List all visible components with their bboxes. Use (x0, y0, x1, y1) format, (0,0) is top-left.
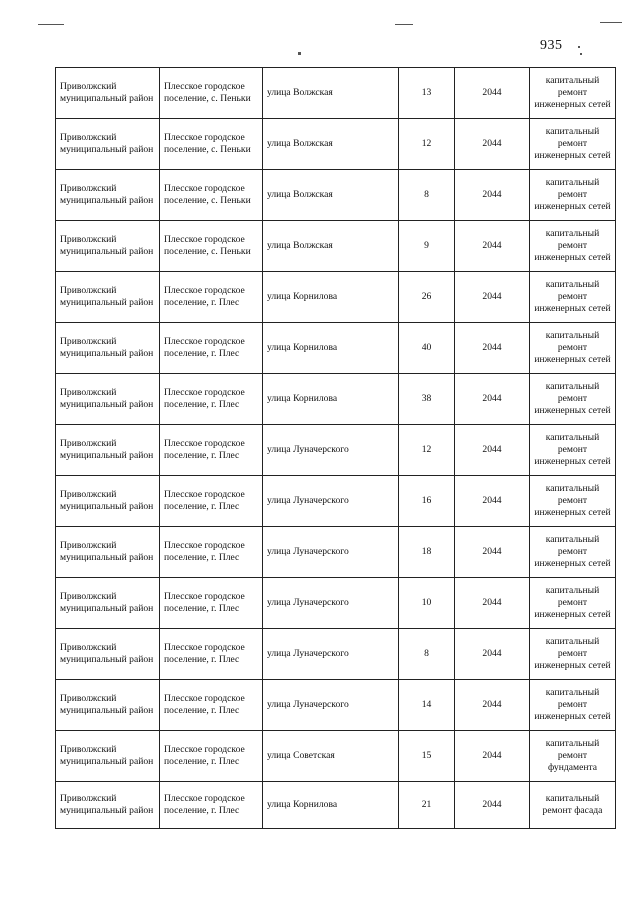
street-cell: улица Луначерского (263, 425, 399, 476)
housing-repair-table (55, 67, 616, 829)
work-type-cell: капитальный ремонт инженерных сетей (530, 221, 616, 272)
table-row (56, 476, 616, 527)
table-row (56, 119, 616, 170)
house-number-cell: 40 (399, 323, 455, 374)
work-type-cell: капитальный ремонт инженерных сетей (530, 119, 616, 170)
house-number-cell: 38 (399, 374, 455, 425)
settlement-cell: Плесское городское поселение, г. Плес (160, 425, 263, 476)
work-type-cell: капитальный ремонт инженерных сетей (530, 272, 616, 323)
table-row (56, 731, 616, 782)
year-cell: 2044 (455, 119, 530, 170)
settlement-cell: Плесское городское поселение, г. Плес (160, 323, 263, 374)
year-cell: 2044 (455, 629, 530, 680)
year-cell: 2044 (455, 374, 530, 425)
table-row (56, 425, 616, 476)
work-type-cell: капитальный ремонт фасада (530, 782, 616, 829)
street-cell: улица Корнилова (263, 272, 399, 323)
district-cell: Приволжский муниципальный район (56, 170, 160, 221)
street-cell: улица Корнилова (263, 782, 399, 829)
settlement-cell: Плесское городское поселение, г. Плес (160, 374, 263, 425)
house-number-cell: 14 (399, 680, 455, 731)
settlement-cell: Плесское городское поселение, г. Плес (160, 476, 263, 527)
work-type-cell: капитальный ремонт инженерных сетей (530, 629, 616, 680)
work-type-cell: капитальный ремонт фундамента (530, 731, 616, 782)
settlement-cell: Плесское городское поселение, г. Плес (160, 578, 263, 629)
year-cell: 2044 (455, 680, 530, 731)
house-number-cell: 21 (399, 782, 455, 829)
settlement-cell: Плесское городское поселение, с. Пеньки (160, 221, 263, 272)
district-cell: Приволжский муниципальный район (56, 425, 160, 476)
work-type-cell: капитальный ремонт инженерных сетей (530, 527, 616, 578)
table-row (56, 221, 616, 272)
table-row (56, 782, 616, 829)
street-cell: улица Советская (263, 731, 399, 782)
year-cell: 2044 (455, 425, 530, 476)
district-cell: Приволжский муниципальный район (56, 578, 160, 629)
table-row (56, 629, 616, 680)
street-cell: улица Луначерского (263, 629, 399, 680)
district-cell: Приволжский муниципальный район (56, 782, 160, 829)
table-row (56, 68, 616, 119)
district-cell: Приволжский муниципальный район (56, 221, 160, 272)
work-type-cell: капитальный ремонт инженерных сетей (530, 170, 616, 221)
street-cell: улица Луначерского (263, 578, 399, 629)
settlement-cell: Плесское городское поселение, г. Плес (160, 527, 263, 578)
scan-mark (395, 24, 413, 25)
street-cell: улица Корнилова (263, 323, 399, 374)
district-cell: Приволжский муниципальный район (56, 323, 160, 374)
scan-mark (580, 53, 582, 55)
house-number-cell: 12 (399, 425, 455, 476)
year-cell: 2044 (455, 323, 530, 374)
year-cell: 2044 (455, 731, 530, 782)
street-cell: улица Луначерского (263, 680, 399, 731)
year-cell: 2044 (455, 578, 530, 629)
district-cell: Приволжский муниципальный район (56, 476, 160, 527)
settlement-cell: Плесское городское поселение, г. Плес (160, 680, 263, 731)
table-row (56, 323, 616, 374)
house-number-cell: 16 (399, 476, 455, 527)
house-number-cell: 12 (399, 119, 455, 170)
street-cell: улица Волжская (263, 119, 399, 170)
street-cell: улица Волжская (263, 221, 399, 272)
work-type-cell: капитальный ремонт инженерных сетей (530, 425, 616, 476)
work-type-cell: капитальный ремонт инженерных сетей (530, 374, 616, 425)
scan-mark (298, 52, 301, 55)
year-cell: 2044 (455, 782, 530, 829)
district-cell: Приволжский муниципальный район (56, 731, 160, 782)
work-type-cell: капитальный ремонт инженерных сетей (530, 323, 616, 374)
work-type-cell: капитальный ремонт инженерных сетей (530, 68, 616, 119)
year-cell: 2044 (455, 272, 530, 323)
table-row (56, 578, 616, 629)
settlement-cell: Плесское городское поселение, г. Плес (160, 731, 263, 782)
house-number-cell: 8 (399, 629, 455, 680)
table-row (56, 527, 616, 578)
street-cell: улица Луначерского (263, 527, 399, 578)
settlement-cell: Плесское городское поселение, г. Плес (160, 272, 263, 323)
district-cell: Приволжский муниципальный район (56, 527, 160, 578)
district-cell: Приволжский муниципальный район (56, 272, 160, 323)
settlement-cell: Плесское городское поселение, с. Пеньки (160, 68, 263, 119)
settlement-cell: Плесское городское поселение, с. Пеньки (160, 170, 263, 221)
house-number-cell: 8 (399, 170, 455, 221)
district-cell: Приволжский муниципальный район (56, 629, 160, 680)
street-cell: улица Волжская (263, 170, 399, 221)
work-type-cell: капитальный ремонт инженерных сетей (530, 680, 616, 731)
street-cell: улица Волжская (263, 68, 399, 119)
district-cell: Приволжский муниципальный район (56, 68, 160, 119)
street-cell: улица Луначерского (263, 476, 399, 527)
table-row (56, 272, 616, 323)
house-number-cell: 15 (399, 731, 455, 782)
house-number-cell: 13 (399, 68, 455, 119)
house-number-cell: 10 (399, 578, 455, 629)
house-number-cell: 9 (399, 221, 455, 272)
year-cell: 2044 (455, 170, 530, 221)
house-number-cell: 26 (399, 272, 455, 323)
scan-mark (38, 24, 64, 25)
district-cell: Приволжский муниципальный район (56, 119, 160, 170)
table-row (56, 374, 616, 425)
year-cell: 2044 (455, 68, 530, 119)
work-type-cell: капитальный ремонт инженерных сетей (530, 476, 616, 527)
street-cell: улица Корнилова (263, 374, 399, 425)
scan-mark (600, 22, 622, 23)
house-number-cell: 18 (399, 527, 455, 578)
settlement-cell: Плесское городское поселение, г. Плес (160, 782, 263, 829)
table-body (56, 68, 616, 829)
table-row (56, 170, 616, 221)
district-cell: Приволжский муниципальный район (56, 680, 160, 731)
scan-mark (578, 46, 580, 48)
district-cell: Приволжский муниципальный район (56, 374, 160, 425)
year-cell: 2044 (455, 527, 530, 578)
page-number: 935 (540, 38, 563, 53)
table-row (56, 680, 616, 731)
settlement-cell: Плесское городское поселение, г. Плес (160, 629, 263, 680)
year-cell: 2044 (455, 476, 530, 527)
year-cell: 2044 (455, 221, 530, 272)
settlement-cell: Плесское городское поселение, с. Пеньки (160, 119, 263, 170)
work-type-cell: капитальный ремонт инженерных сетей (530, 578, 616, 629)
